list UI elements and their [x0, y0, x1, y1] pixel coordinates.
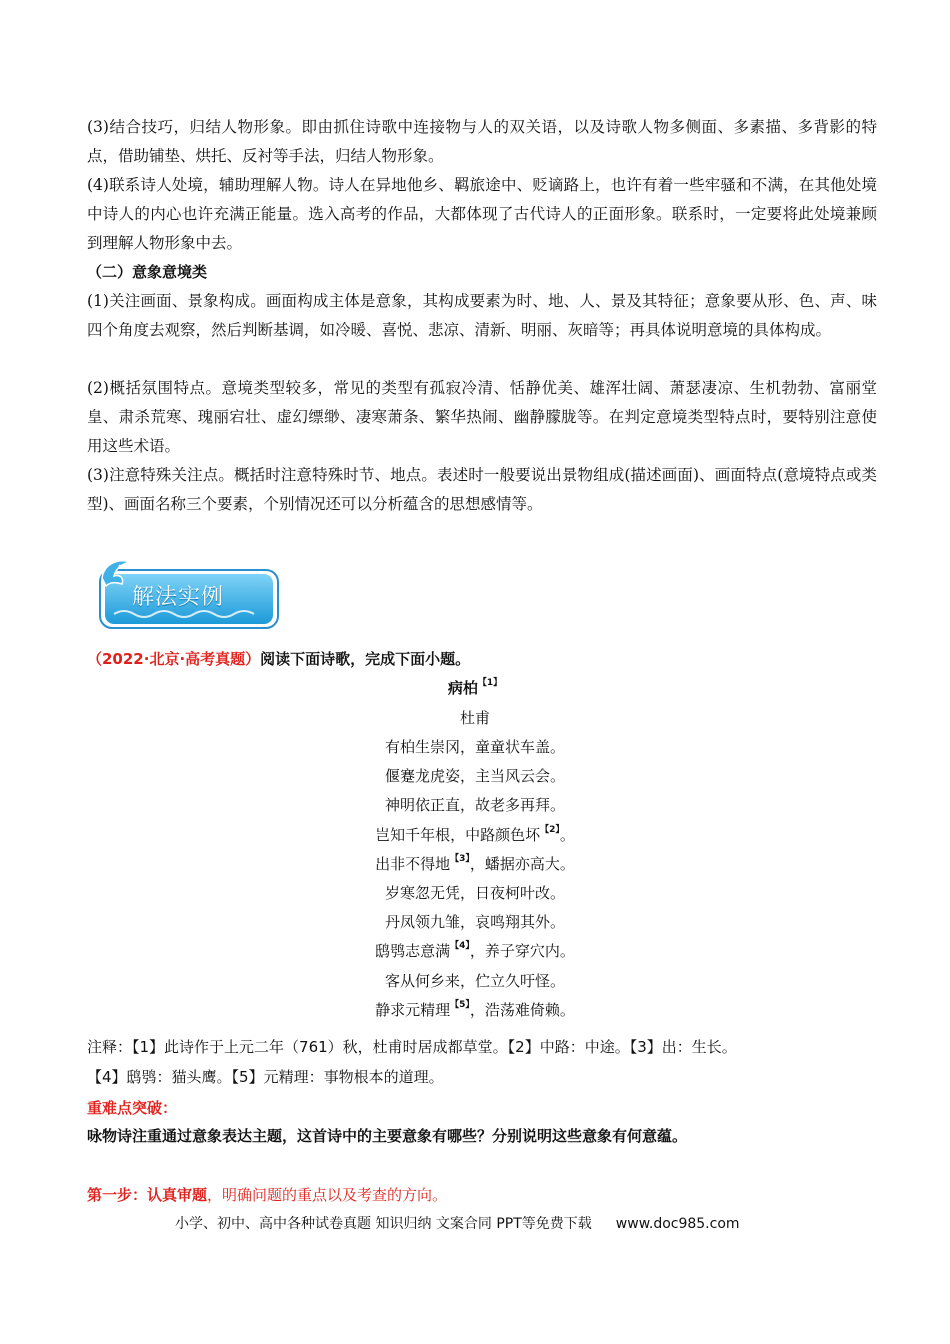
- poem-author: 杜甫: [459, 709, 490, 727]
- badge-label: 解法实例: [132, 585, 225, 610]
- paragraph-imagery-3: (3)注意特殊关注点。概括时注意特殊时节、地点。表述时一般要说出景物组成(描述画面)、画面特点(意境特点或类型)、画面名称三个要素，个别情况还可以分析蕴含的思想感情等。: [87, 466, 877, 513]
- footer-text: 小学、初中、高中各种试卷真题 知识归纳 文案合同 PPT等免费下载: [175, 1216, 592, 1232]
- step-label: 第一步：认真审题: [87, 1186, 208, 1204]
- paragraph-imagery-1: (1)关注画面、景象构成。画面构成主体是意象，其构成要素为时、地、人、景及其特征；意象要从形、色、声、味四个角度去观察，然后判断基调，如冷暖、喜悦、悲凉、清新、明丽、灰暗等；再具体说明意境的具体构成。: [87, 292, 877, 339]
- footnote-marker: 【1】: [477, 678, 503, 688]
- poem-line: 客从何乡来，伫立久吁怪。: [384, 971, 565, 990]
- question-source: [87, 648, 470, 669]
- section-heading-imagery: （二）意象意境类: [87, 263, 208, 281]
- step-text: ，明确问题的重点以及考查的方向。: [207, 1186, 448, 1204]
- footnote-marker: 【4】: [450, 941, 470, 952]
- exam-source-tag: （2022·北京·高考真题）: [87, 650, 261, 668]
- poem-line: 有柏生崇冈，童童状车盖。: [384, 738, 565, 756]
- difficulty-heading: 重难点突破：: [87, 1099, 178, 1117]
- poem-line: 岁寒忽无凭，日夜柯叶改。: [384, 884, 565, 902]
- step-one: [87, 1184, 447, 1205]
- footnote-marker: 【5】: [450, 999, 470, 1010]
- poem-line: 丹凤领九雏，哀鸣翔其外。: [384, 913, 565, 932]
- paragraph-imagery-2: (2)概括氛围特点。意境类型较多，常见的类型有孤寂冷清、恬静优美、雄浑壮阔、萧瑟凄凉、生机勃勃、富丽堂皇、肃杀荒寒、瑰丽宕壮、虚幻缥缈、凄寒萧条、繁华热闹、幽静朦胧等。在判定意境类型特点时，要特别注意使用这些术语。: [87, 379, 877, 455]
- footnote-marker: 【2】: [540, 824, 560, 835]
- paragraph-method-4: (4)联系诗人处境，辅助理解人物。诗人在异地他乡、羁旅途中、贬谪路上，也许有着一些牢骚和不满，在其他处境中诗人的内心也许充满正能量。选入高考的作品，大都体现了古代诗人的正面形象。联系时，一定要将此处境兼顾到理解人物形象中去。: [87, 176, 877, 252]
- poem-line: 静求元精理$^{【5】}$，浩荡难倚赖。: [375, 999, 575, 1019]
- notes-line-1: 注释：【1】此诗作于上元二年（761）秋，杜甫时居成都草堂。【2】中路：中途。【3】出：生长。: [87, 1038, 737, 1056]
- footer-url[interactable]: www.doc985.com: [615, 1216, 740, 1232]
- poem-line: 偃蹇龙虎姿，主当风云会。: [384, 767, 565, 786]
- poem-line: 鸱鸮志意满$^{【4】}$，养子穿穴内。: [375, 941, 575, 961]
- question-text: 咏物诗注重通过意象表达主题，这首诗中的主要意象有哪些？分别说明这些意象有何意蕴。: [87, 1127, 688, 1145]
- poem-line: 神明依正直，故老多再拜。: [384, 796, 565, 815]
- footnote-marker: 【3】: [450, 853, 470, 864]
- poem-line: 出非不得地$^{【3】}$，蟠据亦高大。: [375, 853, 575, 873]
- instruction-text: 阅读下面诗歌，完成下面小题。: [260, 650, 471, 668]
- page-footer: [175, 1213, 740, 1233]
- paragraph-method-3: (3)结合技巧，归结人物形象。即由抓住诗歌中连接物与人的双关语，以及诗歌人物多侧面、多素描、多背影的特点，借助铺垫、烘托、反衬等手法，归结人物形象。: [87, 118, 877, 165]
- poem-title: 病柏$^{【1】}$: [447, 678, 503, 697]
- poem-line: 岂知千年根，中路颜色坏$^{【2】}$。: [375, 824, 575, 844]
- solution-example-badge: [92, 556, 282, 634]
- notes-line-2: 【4】鸱鸮：猫头鹰。【5】元精理：事物根本的道理。: [87, 1068, 444, 1086]
